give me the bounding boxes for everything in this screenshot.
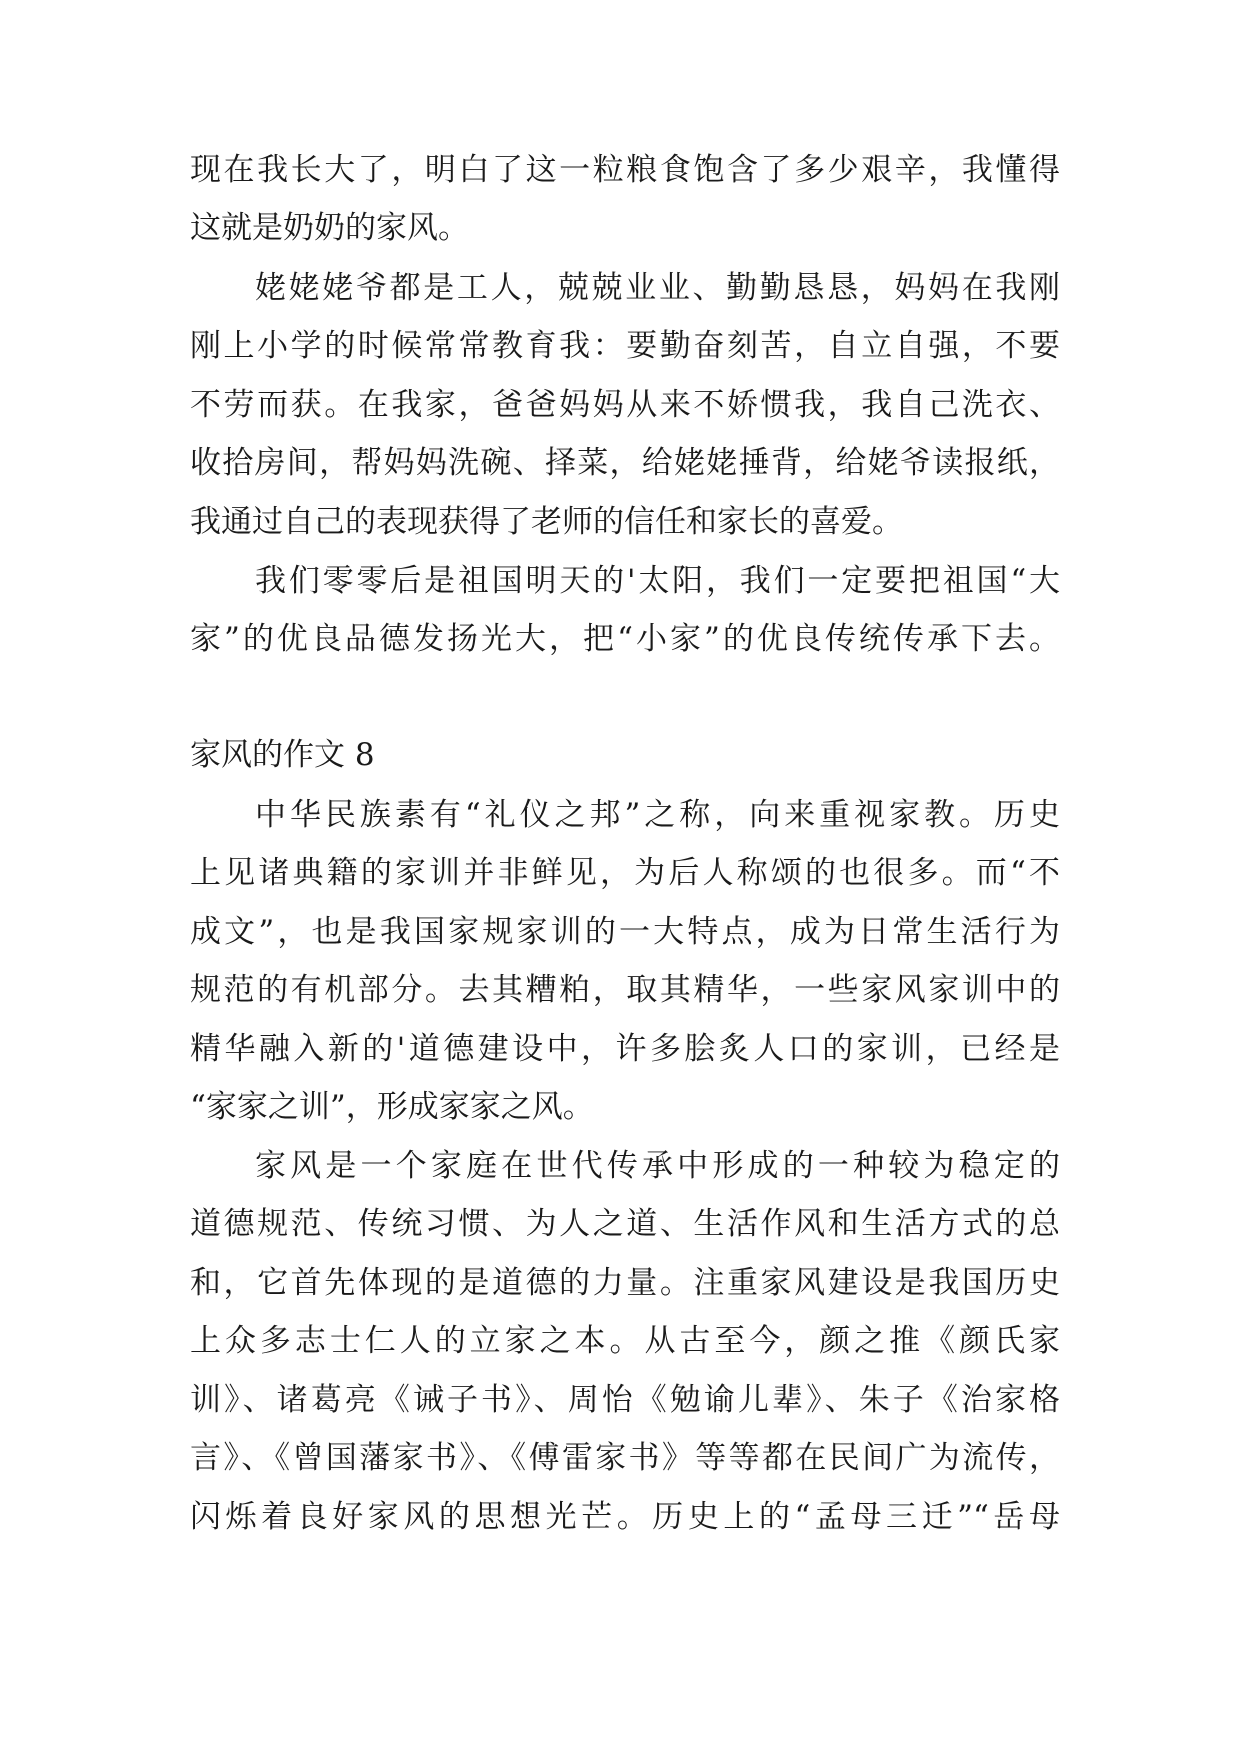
paragraph-line: 我通过自己的表现获得了老师的信任和家长的喜爱。 — [190, 504, 903, 540]
paragraph-line: 中华民族素有“礼仪之邦”之称，向来重视家教。历史 — [255, 797, 1060, 833]
paragraph-line: 和，它首先体现的是道德的力量。注重家风建设是我国历史 — [190, 1265, 1060, 1301]
paragraph-line: 训》、诸葛亮《诫子书》、周怡《勉谕儿辈》、朱子《治家格 — [190, 1382, 1060, 1418]
paragraph-line: 这就是奶奶的家风。 — [190, 210, 469, 246]
paragraph-line: 成文”，也是我国家规家训的一大特点，成为日常生活行为 — [190, 914, 1060, 950]
paragraph-line: 精华融入新的'道德建设中，许多脍炙人口的家训，已经是 — [190, 1031, 1060, 1067]
paragraph-line: 闪烁着良好家风的思想光芒。历史上的“孟母三迁”“岳母 — [190, 1499, 1060, 1535]
paragraph-line: 言》、《曾国藩家书》、《傅雷家书》等等都在民间广为流传， — [190, 1440, 1060, 1476]
paragraph-line: 家风是一个家庭在世代传承中形成的一种较为稳定的 — [255, 1148, 1060, 1184]
paragraph-line: 上众多志士仁人的立家之本。从古至今，颜之推《颜氏家 — [190, 1323, 1060, 1359]
paragraph-line: 我们零零后是祖国明天的'太阳，我们一定要把祖国“大 — [255, 563, 1060, 599]
section-heading: 家风的作文 8 — [190, 737, 375, 773]
paragraph-line: 规范的有机部分。去其糟粕，取其精华，一些家风家训中的 — [190, 972, 1060, 1008]
paragraph-line: 道德规范、传统习惯、为人之道、生活作风和生活方式的总 — [190, 1206, 1060, 1242]
paragraph-line: 不劳而获。在我家，爸爸妈妈从来不娇惯我，我自己洗衣、 — [190, 387, 1060, 423]
paragraph-line: “家家之训”，形成家家之风。 — [190, 1089, 594, 1125]
paragraph-line: 收拾房间，帮妈妈洗碗、择菜，给姥姥捶背，给姥爷读报纸， — [190, 445, 1060, 481]
paragraph-line: 现在我长大了，明白了这一粒粮食饱含了多少艰辛，我懂得 — [190, 152, 1060, 188]
paragraph-line: 姥姥姥爷都是工人，兢兢业业、勤勤恳恳，妈妈在我刚 — [255, 270, 1060, 306]
paragraph-line: 刚上小学的时候常常教育我：要勤奋刻苦，自立自强，不要 — [190, 328, 1060, 364]
paragraph-line: 上见诸典籍的家训并非鲜见，为后人称颂的也很多。而“不 — [190, 855, 1060, 891]
paragraph-line: 家”的优良品德发扬光大，把“小家”的优良传统传承下去。 — [190, 621, 1060, 657]
